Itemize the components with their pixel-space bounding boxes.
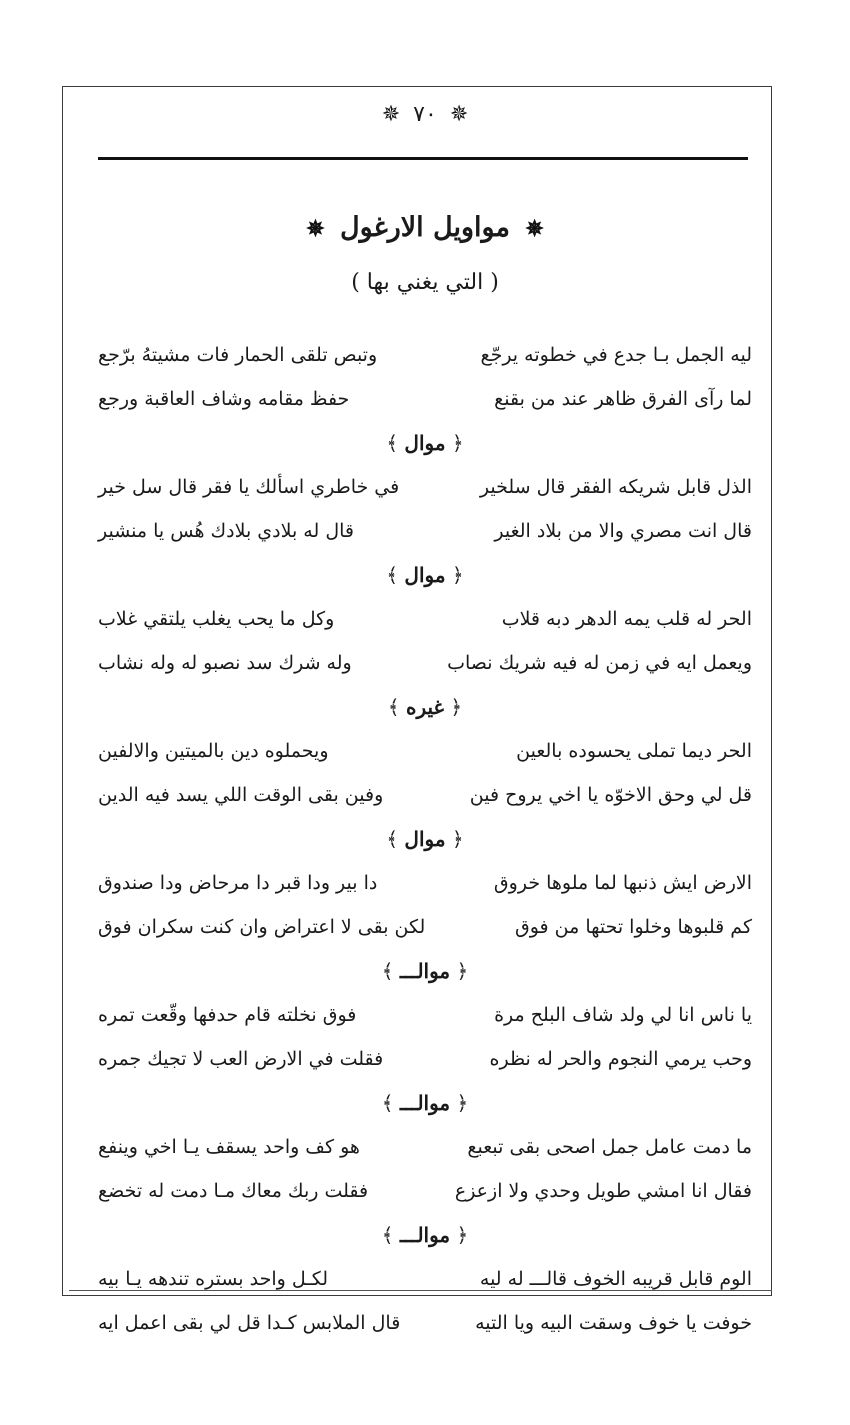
- bracket-ornament-icon: ﴾: [386, 827, 405, 851]
- verse-hemistich-second: قال له بلادي بلادك هُس يا منشير: [98, 520, 354, 542]
- verse-hemistich-first: الارض ايش ذنبها لما ملوها خروق: [493, 872, 752, 894]
- verse-hemistich-second: وله شرك سد نصبو له وله نشاب: [98, 652, 352, 674]
- verse-line: [98, 905, 752, 949]
- separator-label: غيره: [405, 695, 444, 719]
- page-header: [0, 102, 850, 127]
- bracket-ornament-icon: ﴿: [450, 1223, 469, 1247]
- mawwal-separator: [98, 553, 752, 597]
- verse-line: [98, 861, 752, 905]
- mawwal-separator: [98, 817, 752, 861]
- verse-line: [98, 1301, 752, 1345]
- verse-line: [98, 1169, 752, 1213]
- mawwal-separator: [98, 685, 752, 729]
- verse-line: [98, 333, 752, 377]
- bracket-ornament-icon: ﴿: [444, 695, 463, 719]
- star-ornament-icon: ✵: [525, 216, 544, 242]
- bracket-ornament-icon: ﴿: [445, 431, 464, 455]
- verse-hemistich-second: فقلت ربك معاك مـا دمت له تخضع: [98, 1180, 369, 1202]
- separator-label: موالـــ: [399, 1091, 451, 1115]
- verse-hemistich-first: ليه الجمل بـا جدع في خطوته يرجّع: [480, 344, 752, 366]
- verse-hemistich-first: الحر ديما تملى يحسوده بالعين: [516, 740, 752, 762]
- verse-line: [98, 597, 752, 641]
- verse-hemistich-second: ويحملوه دين بالميتين والالفين: [98, 740, 329, 762]
- verse-hemistich-first: قل لي وحق الاخوّه يا اخي يروح فين: [469, 784, 752, 806]
- verse-hemistich-second: حفظ مقامه وشاف العاقبة ورجع: [98, 388, 350, 410]
- separator-label: موال: [404, 827, 446, 851]
- bracket-ornament-icon: ﴿: [450, 959, 469, 983]
- verse-hemistich-first: كم قلبوها وخلوا تحتها من فوق: [514, 916, 752, 938]
- star-ornament-icon: ✵: [449, 102, 469, 127]
- verse-line: [98, 377, 752, 421]
- verse-line: [98, 465, 752, 509]
- bracket-ornament-icon: ﴾: [386, 431, 405, 455]
- verse-hemistich-second: لكن بقى لا اعتراض وان كنت سكران فوق: [98, 916, 426, 938]
- bracket-ornament-icon: ﴿: [445, 827, 464, 851]
- verse-hemistich-second: وكل ما يحب يغلب يلتقي غلاب: [98, 608, 335, 630]
- verse-hemistich-second: فوق نخلته قام حدفها وقّعت تمره: [98, 1004, 357, 1026]
- separator-label: موال: [404, 431, 446, 455]
- mawwal-separator: [98, 1213, 752, 1257]
- star-ornament-icon: ✵: [381, 102, 401, 127]
- verse-line: [98, 509, 752, 553]
- bracket-ornament-icon: ﴿: [445, 563, 464, 587]
- verse-line: [98, 641, 752, 685]
- mawwal-separator: [98, 1081, 752, 1125]
- separator-label: موال: [404, 563, 446, 587]
- verse-hemistich-second: هو كف واحد يسقف يـا اخي وينفع: [98, 1136, 360, 1158]
- verse-hemistich-first: وحب يرمي النجوم والحر له نظره: [489, 1048, 752, 1070]
- verse-hemistich-first: ما دمت عامل جمل اصحى بقى تبعبع: [467, 1136, 752, 1158]
- section-title-text: مواويل الارغول: [340, 212, 510, 243]
- verse-hemistich-first: الوم قابل قريبه الخوف قالـــ له ليه: [479, 1268, 752, 1290]
- bracket-ornament-icon: ﴾: [381, 1223, 400, 1247]
- verse-line: [98, 993, 752, 1037]
- verse-hemistich-second: في خاطري اسألك يا فقر قال سل خير: [98, 476, 400, 498]
- verse-hemistich-second: وفين بقى الوقت اللي يسد فيه الدين: [98, 784, 384, 806]
- verse-hemistich-second: فقلت في الارض العب لا تجيك جمره: [98, 1048, 384, 1070]
- separator-label: موالـــ: [399, 1223, 451, 1247]
- star-ornament-icon: ✵: [306, 216, 325, 242]
- bracket-ornament-icon: ﴾: [386, 563, 405, 587]
- separator-label: موالـــ: [399, 959, 451, 983]
- verse-hemistich-first: لما رآى الفرق ظاهر عند من بقنع: [494, 388, 752, 410]
- poem-body: [98, 333, 752, 1345]
- verse-hemistich-second: دا بير ودا قبر دا مرحاض ودا صندوق: [98, 872, 378, 894]
- verse-hemistich-first: الذل قابل شريكه الفقر قال سلخير: [479, 476, 752, 498]
- bracket-ornament-icon: ﴾: [381, 1091, 400, 1115]
- page-number: ٧٠: [413, 102, 437, 127]
- mawwal-separator: [98, 949, 752, 993]
- verse-line: [98, 773, 752, 817]
- bracket-ornament-icon: ﴾: [387, 695, 406, 719]
- verse-hemistich-second: قال الملابس كـدا قل لي بقى اعمل ايه: [98, 1312, 401, 1334]
- verse-hemistich-first: ويعمل ايه في زمن له فيه شريك نصاب: [447, 652, 752, 674]
- verse-hemistich-first: قال انت مصري والا من بلاد الغير: [494, 520, 752, 542]
- verse-line: [98, 1257, 752, 1301]
- bracket-ornament-icon: ﴾: [381, 959, 400, 983]
- verse-hemistich-first: فقال انا امشي طويل وحدي ولا ازعزع: [454, 1180, 752, 1202]
- verse-line: [98, 1037, 752, 1081]
- verse-hemistich-first: خوفت يا خوف وسقت البيه ويا التيه: [475, 1312, 752, 1334]
- section-subtitle: ( التي يغني بها ): [351, 270, 499, 295]
- verse-hemistich-second: وتبص تلقى الحمار فات مشيتهُ برّجع: [98, 344, 378, 366]
- verse-line: [98, 729, 752, 773]
- mawwal-separator: [98, 421, 752, 465]
- verse-hemistich-second: لكـل واحد بستره تندهه يـا بيه: [98, 1268, 329, 1290]
- verse-hemistich-first: يا ناس انا لي ولد شاف البلح مرة: [494, 1004, 752, 1026]
- header-rule: [98, 157, 748, 160]
- verse-hemistich-first: الحر له قلب يمه الدهر دبه قلاب: [501, 608, 752, 630]
- section-title: [0, 212, 850, 243]
- verse-line: [98, 1125, 752, 1169]
- bracket-ornament-icon: ﴿: [450, 1091, 469, 1115]
